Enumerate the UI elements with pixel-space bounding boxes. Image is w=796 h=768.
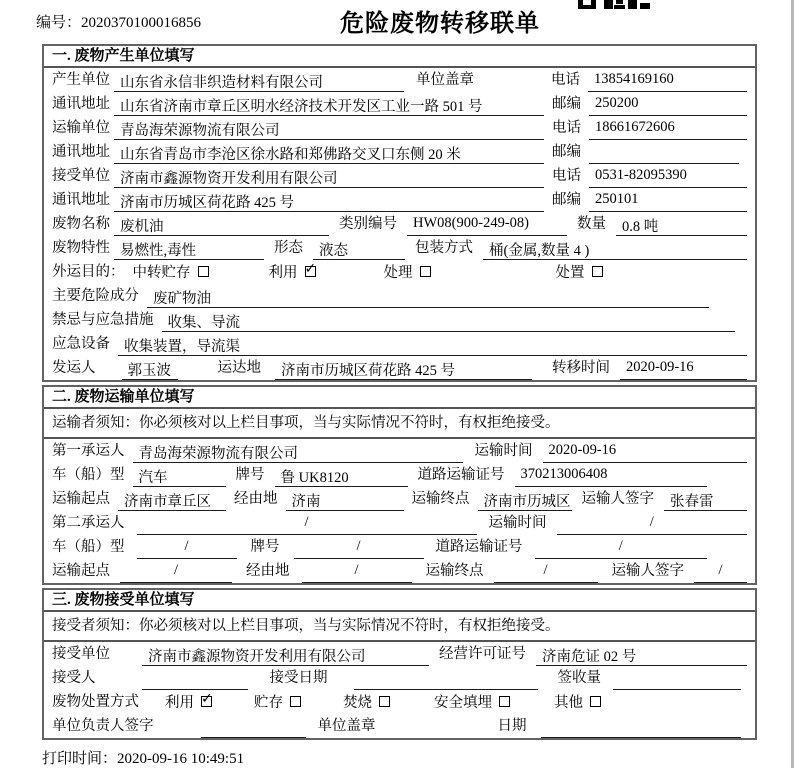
print-time-label: 打印时间： bbox=[42, 751, 118, 767]
print-time-line bbox=[42, 747, 796, 768]
packaging-label: 包装方式 bbox=[415, 240, 473, 256]
checkbox-icon bbox=[420, 266, 431, 277]
quantity-value: 0.8 吨 bbox=[616, 215, 747, 236]
transport-time-label: 运输时间 bbox=[488, 515, 547, 531]
option-label: 利用 bbox=[268, 265, 298, 281]
row-transporter bbox=[44, 116, 755, 140]
option-other bbox=[554, 691, 601, 714]
row-taboo-measures bbox=[44, 308, 755, 332]
option-utilize bbox=[165, 691, 212, 714]
checkbox-icon bbox=[379, 696, 390, 707]
phone-label: 电话 bbox=[551, 72, 580, 88]
carrier-signature: 张春雷 bbox=[664, 490, 747, 511]
acceptor-blank bbox=[142, 669, 248, 690]
carrier2-label: 第二承运人 bbox=[52, 515, 125, 531]
row-receiver bbox=[44, 164, 755, 188]
transporter-notice: 运输者须知：你必须核对以上栏目事项，当与实际情况不符时，有权拒绝接受。 bbox=[44, 409, 755, 439]
via-blank: / bbox=[302, 562, 412, 583]
vehicle-type-label: 车（船）型 bbox=[52, 539, 125, 555]
section-2-title: 二. 废物运输单位填写 bbox=[44, 387, 755, 409]
via-label: 经由地 bbox=[246, 563, 290, 579]
receiving-unit-value: 济南市鑫源物资开发利用有限公司 bbox=[142, 645, 429, 666]
destination-value: 济南市历城区荷花路 425 号 bbox=[275, 359, 532, 380]
transfer-time: 2020-09-16 bbox=[620, 359, 747, 380]
option-label: 贮存 bbox=[254, 695, 283, 711]
checkbox-icon bbox=[499, 696, 510, 707]
checkbox-icon bbox=[592, 266, 603, 277]
vehicle-type: 汽车 bbox=[133, 466, 226, 487]
row-vehicle-2 bbox=[44, 535, 755, 559]
carrier2-value: / bbox=[137, 514, 477, 535]
carrier1-label: 第一承运人 bbox=[52, 443, 125, 459]
section-transporter bbox=[42, 385, 757, 585]
address-label: 通讯地址 bbox=[52, 192, 110, 208]
transport-time-label: 运输时间 bbox=[474, 443, 533, 459]
checkbox-checked-icon bbox=[201, 696, 212, 707]
row-second-carrier bbox=[44, 511, 755, 535]
address-label: 通讯地址 bbox=[52, 96, 110, 112]
business-permit-label: 经营许可证号 bbox=[439, 646, 526, 662]
route-end: 济南市历城区 bbox=[478, 490, 572, 511]
carrier-signature-blank: / bbox=[694, 562, 747, 583]
route-end-blank: / bbox=[494, 562, 598, 583]
plate-number: 鲁 UK8120 bbox=[275, 466, 408, 487]
transport-time: 2020-09-16 bbox=[543, 442, 748, 463]
checkbox-icon bbox=[590, 696, 601, 707]
row-purpose bbox=[44, 260, 755, 284]
dispatcher-label: 发运人 bbox=[52, 360, 96, 376]
option-dispose bbox=[556, 261, 603, 284]
transport-time-blank: / bbox=[557, 514, 748, 535]
road-permit-number: 370213006408 bbox=[515, 466, 708, 487]
option-transfer-storage bbox=[133, 261, 209, 284]
route-start-label: 运输起点 bbox=[52, 563, 110, 579]
row-emergency-equipment bbox=[44, 332, 755, 356]
transporter-label: 运输单位 bbox=[52, 120, 110, 136]
section-producer bbox=[42, 44, 757, 382]
receiver-address: 济南市历城区荷花路 425 号 bbox=[114, 191, 544, 212]
checkbox-checked-icon bbox=[305, 266, 316, 277]
quantity-label: 数量 bbox=[577, 216, 606, 232]
character-value: 易燃性,毒性 bbox=[114, 239, 264, 260]
equipment-value: 收集装置，导流渠 bbox=[118, 335, 747, 356]
purpose-label: 外运目的： bbox=[52, 264, 125, 280]
row-vehicle-1 bbox=[44, 463, 755, 487]
document-header bbox=[0, 0, 796, 44]
route-start-blank: / bbox=[120, 562, 232, 583]
section-receiver bbox=[42, 588, 757, 740]
row-route-1 bbox=[44, 487, 755, 511]
unit-stamp-label: 单位盖章 bbox=[317, 718, 376, 734]
via-value: 济南 bbox=[286, 490, 404, 511]
checkbox-icon bbox=[290, 696, 301, 707]
scan-edge-line bbox=[791, 0, 794, 768]
stamp-label: 单位盖章 bbox=[416, 72, 474, 88]
category-label: 类别编号 bbox=[339, 216, 397, 232]
character-label: 废物特性 bbox=[52, 240, 110, 256]
vehicle-type-blank: / bbox=[137, 538, 237, 559]
option-store bbox=[254, 691, 301, 714]
row-producer bbox=[44, 68, 755, 92]
carrier-signature-label: 运输人签字 bbox=[611, 563, 684, 579]
option-label: 处理 bbox=[383, 265, 413, 281]
acceptor-label: 接受人 bbox=[52, 670, 96, 686]
packaging-value: 桶(金属,数量 4 ) bbox=[483, 239, 747, 260]
date-label: 日期 bbox=[497, 718, 527, 734]
form-label: 形态 bbox=[274, 240, 303, 256]
page-title: 危险废物转移联单 bbox=[340, 11, 540, 37]
signed-quantity-label: 签收量 bbox=[557, 670, 601, 686]
row-disposal-method bbox=[44, 690, 755, 714]
row-transporter-address bbox=[44, 140, 755, 164]
plate-label: 牌号 bbox=[250, 539, 280, 555]
address-label: 通讯地址 bbox=[52, 144, 110, 160]
transporter-zip-blank bbox=[589, 143, 739, 164]
option-label: 中转贮存 bbox=[132, 265, 191, 281]
hazard-value: 废矿物油 bbox=[147, 287, 709, 308]
receiving-unit-label: 接受单位 bbox=[52, 646, 110, 662]
route-start-label: 运输起点 bbox=[52, 491, 110, 507]
plate-number-blank: / bbox=[294, 538, 424, 559]
dispatcher-name: 郭玉波 bbox=[122, 359, 178, 380]
phone-label: 电话 bbox=[552, 120, 581, 136]
waste-name-label: 废物名称 bbox=[52, 216, 110, 232]
producer-value: 山东省永信非织造材料有限公司 bbox=[114, 71, 404, 92]
row-receiving-unit bbox=[44, 642, 755, 666]
option-label: 利用 bbox=[165, 695, 194, 711]
row-acceptor bbox=[44, 666, 755, 690]
carrier-signature-label: 运输人签字 bbox=[581, 491, 654, 507]
road-permit-blank: / bbox=[535, 538, 708, 559]
receiver-label: 接受单位 bbox=[52, 168, 110, 184]
carrier1-value: 青岛海荣源物流有限公司 bbox=[133, 442, 463, 463]
producer-label: 产生单位 bbox=[52, 72, 110, 88]
hazard-label: 主要危险成分 bbox=[52, 288, 139, 304]
responsible-signature-label: 单位负责人签字 bbox=[52, 718, 154, 734]
zip-label: 邮编 bbox=[552, 96, 581, 112]
print-time-value: 2020-09-16 10:49:51 bbox=[117, 751, 245, 767]
equipment-label: 应急设备 bbox=[52, 336, 110, 352]
zip-label: 邮编 bbox=[552, 144, 581, 160]
option-landfill bbox=[434, 691, 510, 714]
route-end-label: 运输终点 bbox=[411, 491, 470, 507]
responsible-signature-blank bbox=[201, 717, 306, 738]
option-treat bbox=[384, 261, 431, 284]
receiver-notice: 接受者须知：你必须核对以上栏目事项，当与实际情况不符时，有权拒绝接受。 bbox=[44, 612, 755, 642]
zip-label: 邮编 bbox=[552, 192, 581, 208]
accept-date-label: 接受日期 bbox=[269, 670, 328, 686]
row-responsible-signature bbox=[44, 714, 755, 738]
route-start: 济南市章丘区 bbox=[118, 490, 226, 511]
option-label: 焚烧 bbox=[343, 695, 372, 711]
receiver-zip: 250101 bbox=[589, 191, 747, 212]
serial-label: 编号： bbox=[36, 15, 82, 31]
option-utilize bbox=[269, 261, 316, 284]
transfer-time-label: 转移时间 bbox=[552, 360, 610, 376]
row-producer-address bbox=[44, 92, 755, 116]
row-hazard-component bbox=[44, 284, 755, 308]
road-permit-label: 道路运输证号 bbox=[417, 467, 505, 483]
vehicle-type-label: 车（船）型 bbox=[52, 467, 125, 483]
checkbox-icon bbox=[198, 266, 209, 277]
producer-phone: 13854169160 bbox=[588, 71, 747, 92]
route-end-label: 运输终点 bbox=[425, 563, 484, 579]
transporter-value: 青岛海荣源物流有限公司 bbox=[114, 119, 544, 140]
option-label: 处置 bbox=[555, 265, 585, 281]
disposal-method-label: 废物处置方式 bbox=[52, 694, 139, 710]
accept-date-blank bbox=[354, 669, 538, 690]
phone-label: 电话 bbox=[552, 168, 581, 184]
qr-code-icon bbox=[578, 0, 652, 10]
row-route-2 bbox=[44, 559, 755, 583]
serial-number: 2020370100016856 bbox=[81, 15, 202, 31]
row-waste-name bbox=[44, 212, 755, 236]
road-permit-label: 道路运输证号 bbox=[435, 539, 523, 555]
transporter-address: 山东省青岛市李沧区徐水路和郑佛路交叉口东侧 20 米 bbox=[114, 143, 544, 164]
row-waste-character bbox=[44, 236, 755, 260]
signed-quantity-blank bbox=[613, 669, 741, 690]
section-3-title: 三. 废物接受单位填写 bbox=[44, 590, 755, 612]
row-receiver-address bbox=[44, 188, 755, 212]
row-first-carrier bbox=[44, 439, 755, 463]
receiver-phone: 0531-82095390 bbox=[589, 167, 747, 188]
taboo-value: 收集、导流 bbox=[162, 311, 736, 332]
producer-zip: 250200 bbox=[589, 95, 747, 116]
receiver-value: 济南市鑫源物资开发利用有限公司 bbox=[114, 167, 544, 188]
transporter-phone: 18661672606 bbox=[589, 119, 747, 140]
waste-name: 废机油 bbox=[114, 215, 329, 236]
form-value: 液态 bbox=[313, 239, 405, 260]
category-code: HW08(900-249-08) bbox=[407, 215, 567, 236]
producer-address: 山东省济南市章丘区明水经济技术开发区工业一路 501 号 bbox=[114, 95, 544, 116]
option-label: 其他 bbox=[554, 695, 583, 711]
section-1-title: 一. 废物产生单位填写 bbox=[44, 46, 755, 68]
plate-label: 牌号 bbox=[235, 467, 265, 483]
date-blank bbox=[541, 717, 742, 738]
option-label: 安全填埋 bbox=[434, 695, 492, 711]
option-incinerate bbox=[343, 691, 390, 714]
business-permit-number: 济南危证 02 号 bbox=[536, 645, 747, 666]
destination-label: 运达地 bbox=[217, 360, 261, 376]
row-dispatch bbox=[44, 356, 755, 380]
taboo-label: 禁忌与应急措施 bbox=[52, 312, 154, 328]
via-label: 经由地 bbox=[234, 491, 278, 507]
